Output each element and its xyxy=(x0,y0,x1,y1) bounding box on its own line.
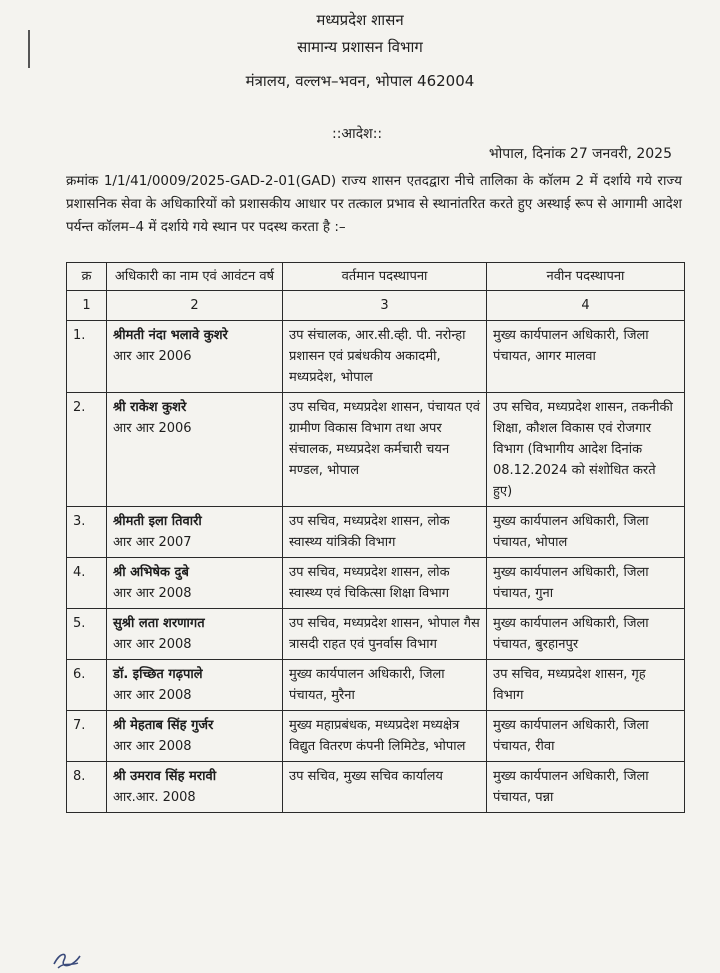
current-posting: उप सचिव, मध्यप्रदेश शासन, भोपाल गैस त्रासदी राहत एवं पुनर्वास विभाग xyxy=(283,609,487,660)
date-line: भोपाल, दिनांक 27 जनवरी, 2025 xyxy=(488,146,672,162)
officer-name: श्री राकेश कुशरे xyxy=(113,400,187,415)
row-sno: 6. xyxy=(67,660,107,711)
officer-name: श्री अभिषेक दुबे xyxy=(113,565,189,580)
current-posting: मुख्य कार्यपालन अधिकारी, जिला पंचायत, मुरैना xyxy=(283,660,487,711)
row-sno: 5. xyxy=(67,609,107,660)
officer-name: श्री उमराव सिंह मरावी xyxy=(113,769,217,784)
officer-batch: आर आर 2008 xyxy=(113,637,192,652)
new-posting: मुख्य कार्यपालन अधिकारी, जिला पंचायत, पन्ना xyxy=(487,762,685,813)
officer-cell xyxy=(107,660,283,711)
current-posting: उप सचिव, मध्यप्रदेश शासन, लोक स्वास्थ्य एवं चिकित्सा शिक्षा विभाग xyxy=(283,558,487,609)
current-posting: उप संचालक, आर.सी.व्ही. पी. नरोन्हा प्रशासन एवं प्रबंधकीय अकादमी, मध्यप्रदेश, भोपाल xyxy=(283,321,487,393)
officer-cell xyxy=(107,609,283,660)
officer-batch: आर आर 2008 xyxy=(113,688,192,703)
header-new-posting: नवीन पदस्थापना xyxy=(487,263,685,291)
officer-cell xyxy=(107,321,283,393)
officer-name: सुश्री लता शरणागत xyxy=(113,616,205,631)
header-current-posting: वर्तमान पदस्थापना xyxy=(283,263,487,291)
current-posting: उप सचिव, मध्यप्रदेश शासन, पंचायत एवं ग्रामीण विकास विभाग तथा अपर संचालक, मध्यप्रदेश कर्मचारी चयन मण्डल, भोपाल xyxy=(283,393,487,507)
transfer-table xyxy=(66,262,685,813)
col-number: 1 xyxy=(67,291,107,321)
table-row xyxy=(67,660,685,711)
officer-name: श्रीमती नंदा भलावे कुशरे xyxy=(113,328,228,343)
officer-batch: आर आर 2006 xyxy=(113,349,192,364)
row-sno: 8. xyxy=(67,762,107,813)
header-officer: अधिकारी का नाम एवं आवंटन वर्ष xyxy=(107,263,283,291)
officer-batch: आर आर 2008 xyxy=(113,586,192,601)
order-title: ::आदेश:: xyxy=(332,126,383,142)
officer-cell xyxy=(107,558,283,609)
officer-cell xyxy=(107,507,283,558)
table-row xyxy=(67,609,685,660)
officer-batch: आर.आर. 2008 xyxy=(113,790,196,805)
row-sno: 2. xyxy=(67,393,107,507)
govt-name: मध्यप्रदेश शासन xyxy=(316,11,404,29)
table-row xyxy=(67,762,685,813)
table-row xyxy=(67,507,685,558)
col-number: 4 xyxy=(487,291,685,321)
officer-cell xyxy=(107,711,283,762)
officer-cell xyxy=(107,762,283,813)
address-line: मंत्रालय, वल्लभ–भवन, भोपाल 462004 xyxy=(245,72,475,90)
table-header-row xyxy=(67,263,685,291)
column-number-row xyxy=(67,291,685,321)
new-posting: उप सचिव, मध्यप्रदेश शासन, गृह विभाग xyxy=(487,660,685,711)
table-row xyxy=(67,393,685,507)
col-number: 3 xyxy=(283,291,487,321)
department-name: सामान्य प्रशासन विभाग xyxy=(297,38,423,56)
order-paragraph: क्रमांक 1/1/41/0009/2025-GAD-2-01(GAD) राज्य शासन एतदद्वारा नीचे तालिका के कॉलम 2 में दर्शाये गये राज्य प्रशासनिक सेवा के अधिकारियों को प्रशासकीय आधार पर तत्काल प्रभाव से स्थानांतरित करते हुए अस्थाई रूप से आगामी आदेश पर्यन्त कॉलम–4 में दर्शाये गये स्थान पर पदस्थ करता है :– xyxy=(66,173,682,235)
officer-batch: आर आर 2007 xyxy=(113,535,192,550)
current-posting: मुख्य महाप्रबंधक, मध्यप्रदेश मध्यक्षेत्र विद्युत वितरण कंपनी लिमिटेड, भोपाल xyxy=(283,711,487,762)
header-sno: क्र xyxy=(67,263,107,291)
row-sno: 7. xyxy=(67,711,107,762)
row-sno: 3. xyxy=(67,507,107,558)
row-sno: 4. xyxy=(67,558,107,609)
officer-batch: आर आर 2008 xyxy=(113,739,192,754)
col-number: 2 xyxy=(107,291,283,321)
officer-batch: आर आर 2006 xyxy=(113,421,192,436)
table-row xyxy=(67,711,685,762)
new-posting: उप सचिव, मध्यप्रदेश शासन, तकनीकी शिक्षा, कौशल विकास एवं रोजगार विभाग (विभागीय आदेश दिनांक 08.12.2024 को संशोधित करते हुए) xyxy=(487,393,685,507)
new-posting: मुख्य कार्यपालन अधिकारी, जिला पंचायत, आगर मालवा xyxy=(487,321,685,393)
officer-name: श्री मेहताब सिंह गुर्जर xyxy=(113,718,214,733)
officer-name: श्रीमती इला तिवारी xyxy=(113,514,202,529)
new-posting: मुख्य कार्यपालन अधिकारी, जिला पंचायत, गुना xyxy=(487,558,685,609)
table-row xyxy=(67,321,685,393)
current-posting: उप सचिव, मुख्य सचिव कार्यालय xyxy=(283,762,487,813)
officer-cell xyxy=(107,393,283,507)
new-posting: मुख्य कार्यपालन अधिकारी, जिला पंचायत, भोपाल xyxy=(487,507,685,558)
officer-name: डॉ. इच्छित गढ़पाले xyxy=(113,667,203,682)
table-row xyxy=(67,558,685,609)
current-posting: उप सचिव, मध्यप्रदेश शासन, लोक स्वास्थ्य यांत्रिकी विभाग xyxy=(283,507,487,558)
row-sno: 1. xyxy=(67,321,107,393)
signature-mark xyxy=(50,948,86,970)
new-posting: मुख्य कार्यपालन अधिकारी, जिला पंचायत, बुरहानपुर xyxy=(487,609,685,660)
new-posting: मुख्य कार्यपालन अधिकारी, जिला पंचायत, रीवा xyxy=(487,711,685,762)
